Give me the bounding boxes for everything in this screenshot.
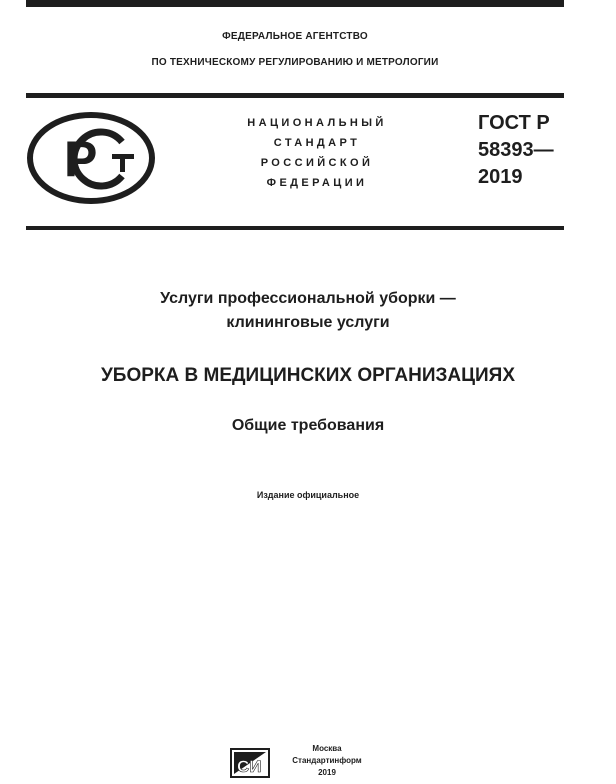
standard-line: ФЕДЕРАЦИИ <box>266 177 368 189</box>
document-subtitle: Общие требования <box>231 417 385 434</box>
rst-certification-logo-icon <box>26 110 156 206</box>
title-line2: клининговые услуги <box>226 314 390 331</box>
lower-rule <box>26 226 564 230</box>
svg-text:СИ: СИ <box>237 757 262 776</box>
svg-text:Р: Р <box>64 131 98 187</box>
top-rule <box>26 0 564 7</box>
publisher-block <box>272 743 382 779</box>
publisher-name: Стандартинформ <box>292 756 362 765</box>
publisher-city: Москва <box>312 744 342 753</box>
standard-line: НАЦИОНАЛЬНЫЙ <box>247 117 387 129</box>
standard-line: СТАНДАРТ <box>273 137 361 149</box>
edition-note: Издание официальное <box>256 490 360 500</box>
gost-line: 2019 <box>478 166 523 188</box>
publication-year: 2019 <box>318 768 336 777</box>
document-title <box>26 287 590 335</box>
national-standard-heading <box>226 113 408 193</box>
title-line1: Услуги профессиональной уборки — <box>160 290 456 307</box>
standard-line: РОССИЙСКОЙ <box>260 157 374 169</box>
agency-name-line2: ПО ТЕХНИЧЕСКОМУ РЕГУЛИРОВАНИЮ И МЕТРОЛОГИИ <box>151 57 439 68</box>
gost-line: 58393— <box>478 139 554 161</box>
gost-number <box>478 110 554 191</box>
gost-line: ГОСТ Р <box>478 112 550 134</box>
document-main-title: УБОРКА В МЕДИЦИНСКИХ ОРГАНИЗАЦИЯХ <box>100 365 515 386</box>
agency-name-line1: ФЕДЕРАЛЬНОЕ АГЕНТСТВО <box>222 31 368 42</box>
standartinform-logo-icon <box>230 748 270 778</box>
middle-rule <box>26 93 564 98</box>
